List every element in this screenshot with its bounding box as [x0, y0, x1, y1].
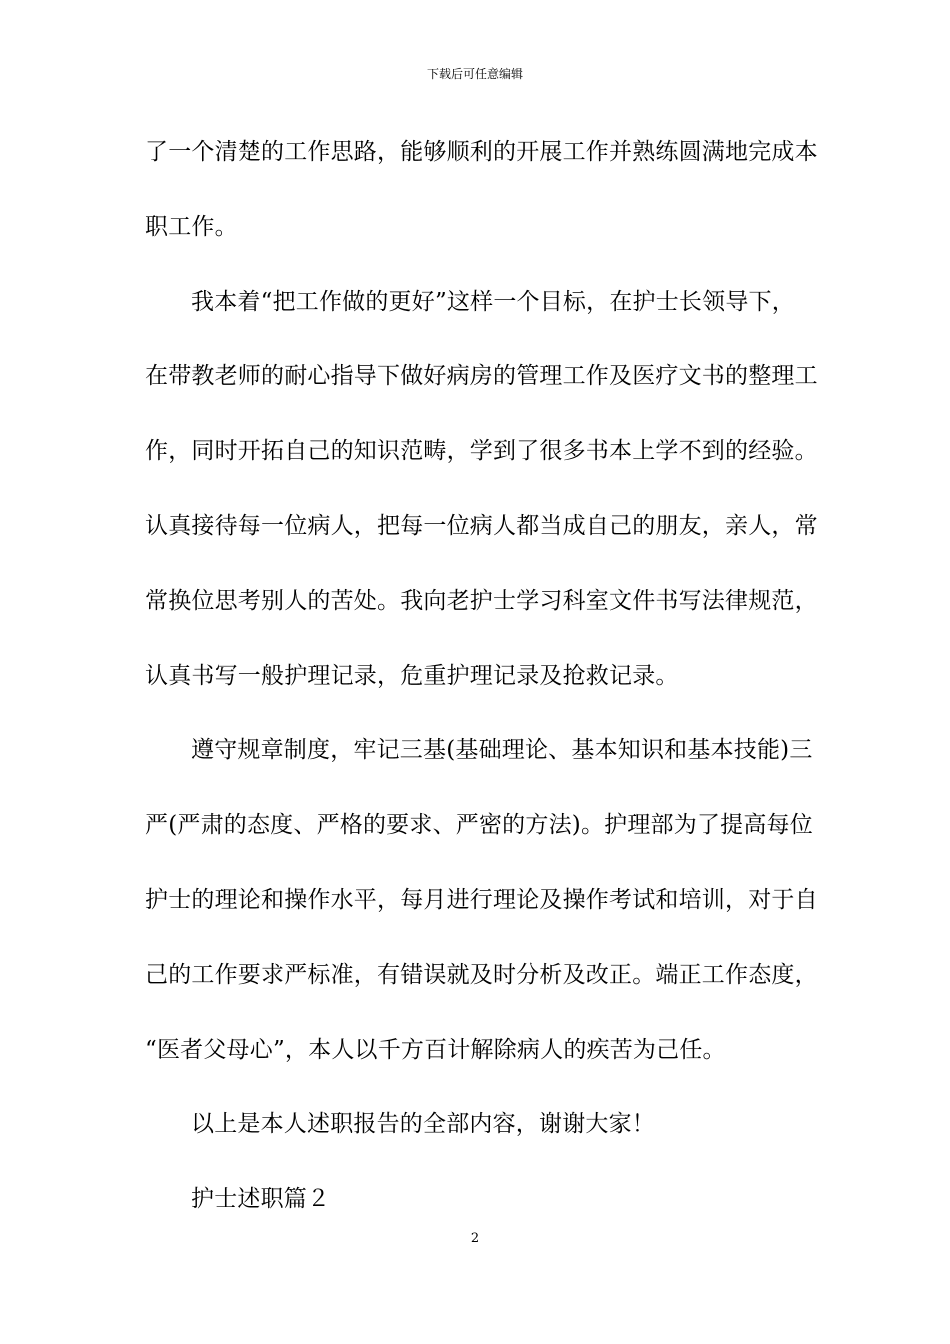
text-line: 常换位思考别人的苦处。我向老护士学习科室文件书写法律规范， — [145, 587, 818, 614]
paragraph-start-line: 我本着“把工作做的更好”这样一个目标，在护士长领导下， — [191, 288, 795, 315]
text-line: 认真书写一般护理记录，危重护理记录及抢救记录。 — [145, 662, 679, 689]
document-body — [145, 130, 818, 1252]
text-line: 己的工作要求严标准，有错误就及时分析及改正。端正工作态度， — [145, 961, 818, 988]
text-line: 护士的理论和操作水平，每月进行理论及操作考试和培训，对于自 — [145, 886, 818, 913]
text-line: 认真接待每一位病人，把每一位病人都当成自己的朋友，亲人，常 — [145, 512, 818, 539]
text-line: “医者父母心”，本人以千方百计解除病人的疾苦为己任。 — [145, 1036, 726, 1063]
text-line: 了一个清楚的工作思路，能够顺利的开展工作并熟练圆满地完成本 — [145, 139, 818, 165]
text-line: 严(严肃的态度、严格的要求、严密的方法)。护理部为了提高每位 — [145, 812, 813, 839]
text-line: 职工作。 — [145, 213, 238, 240]
text-line: 在带教老师的耐心指导下做好病房的管理工作及医疗文书的整理工 — [145, 363, 818, 390]
page-number: 2 — [470, 1231, 480, 1246]
text-line: 作，同时开拓自己的知识范畴，学到了很多书本上学不到的经验。 — [145, 438, 818, 465]
paragraph-start-line: 以上是本人述职报告的全部内容，谢谢大家！ — [191, 1111, 655, 1138]
paragraph-start-line: 遵守规章制度，牢记三基(基础理论、基本知识和基本技能)三 — [191, 737, 813, 764]
page-header: 下载后可任意编辑 — [426, 67, 523, 81]
section-heading: 护士述职篇２ — [191, 1186, 331, 1213]
